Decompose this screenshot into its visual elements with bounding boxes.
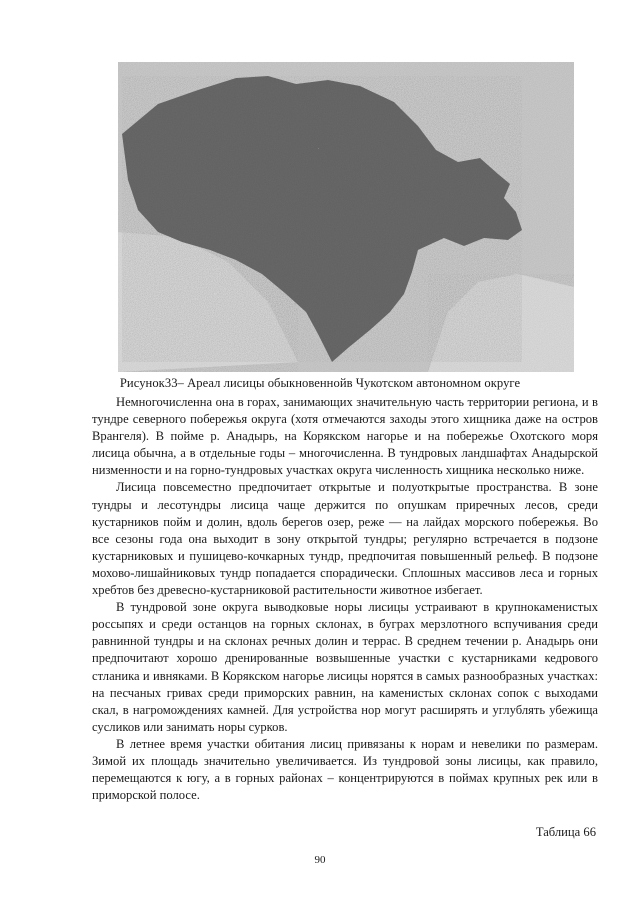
figure-caption: Рисунок33– Ареал лисицы обыкновеннойв Чукотском автономном округе [119,376,521,390]
range-map [118,62,574,372]
table-label: Таблица 66 [535,825,596,839]
map-tiny-label: · [318,146,320,151]
range-map-figure [118,62,574,372]
paragraph-seasonal: В летнее время участки обитания лисиц привязаны к норам и невелики по размерам. Зимой их площадь значительно увеличивается. Из тундровой зоны лисицы, как правило, перемещаются к югу, а в горных районах – концентрируются в поймах крупных рек или в приморской полосе. [92,736,598,803]
body-text [92,394,598,804]
paragraph-dens: В тундровой зоне округа выводковые норы лисицы устраивают в крупнокаменистых россыпях и среди останцов на горных склонах, в буграх мерзлотного вспучивания среди равнинной тундры и на склонах речных долин и террас. В среднем течении р. Анадырь они предпочитают хорошо дренированные возвышенные участки с кустарниками кедрового стланика и ивняками. В Корякском нагорье лисицы норятся в самых разнообразных участках: на песчаных гривах среди приморских равнин, на каменистых склонах сопок с выходами скал, в нагромождениях камней. Для устройства нор могут расширять и углублять убежища сусликов или занимать норы сурков. [92,600,598,734]
paragraph-habitat: Лисица повсеместно предпочитает открытые и полуоткрытые пространства. В зоне тундры и лесотундры лисица чаще держится по опушкам приречных лесов, среди кустарников пойм и долин, вдоль берегов озер, реже — на лайдах морского побережья. Во все сезоны года она выходит в зону открытой тундры; регулярно встречается в подзоне кустарниковых и пушицево-кочкарных тундр, предпочитая повышенный рельеф. В подзоне мохово-лишайниковых тундр попадается спорадически. Сплошных массивов леса и горных хребтов без древесно-кустарниковой растительности животное избегает. [92,480,598,598]
paragraph-distribution: Немногочисленна она в горах, занимающих значительную часть территории региона, и в тундре северного побережья округа (хотя отмечаются заходы этого хищника даже на остров Врангеля). В пойме р. Анадырь, на Корякском нагорье и на побережье Охотского моря лисица обычна, а в отдельные годы – многочисленна. В тундровых ландшафтах Анадырской низменности и на горно-тундровых участках округа численность хищника несколько ниже. [92,395,598,478]
page-number: 90 [314,854,326,866]
